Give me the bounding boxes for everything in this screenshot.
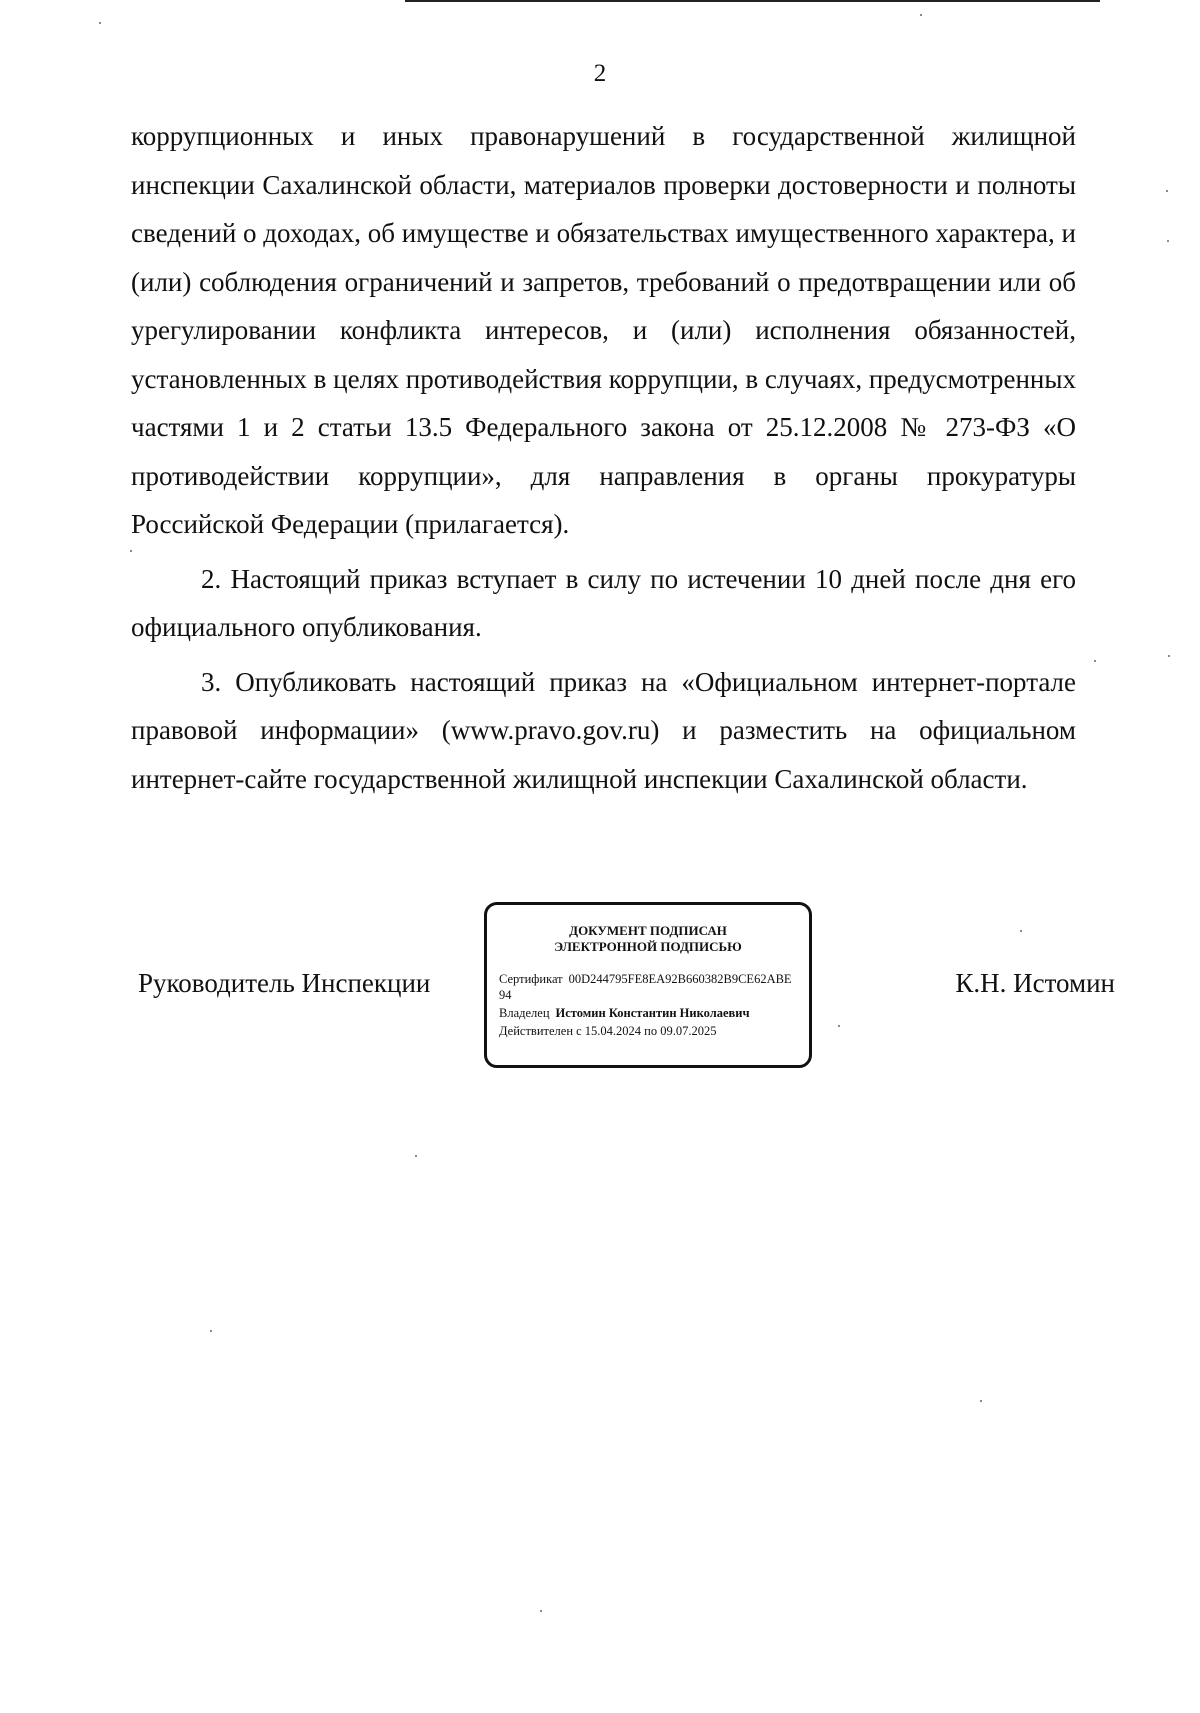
electronic-signature-stamp [484, 902, 812, 1068]
top-border-line [405, 0, 1100, 2]
stamp-cert-value: 00D244795FE8EA92B660382B9CE62ABE94 [499, 972, 792, 1002]
scan-speck [540, 1610, 542, 1612]
scan-speck [1168, 655, 1170, 657]
scan-speck [130, 550, 132, 552]
stamp-owner-label: Владелец [499, 1006, 550, 1020]
stamp-heading-line1: ДОКУМЕНТ ПОДПИСАН [569, 923, 727, 938]
scan-speck [920, 14, 922, 16]
stamp-owner-value: Истомин Константин Николаевич [555, 1006, 750, 1020]
paragraph-continuation: коррупционных и иных правонарушений в государственной жилищной инспекции Сахалинской области, материалов проверки достоверности и полноты сведений о доходах, об имуществе и обязательствах имущественного характера, и (или) соблюдения ограничений и запретов, требований о предотвращении или об урегулировании конфликта интересов, и (или) исполнения обязанностей, установленных в целях противодействия коррупции, в случаях, предусмотренных частями 1 и 2 статьи 13.5 Федерального закона от 25.12.2008 № 273-ФЗ «О противодействии коррупции», для направления в органы прокуратуры Российской Федерации (прилагается). [131, 121, 1077, 539]
paragraph-item-3: 3. Опубликовать настоящий приказ на «Официальном интернет-портале правовой информации» (www.pravo.gov.ru) и разместить на официальном интернет-сайте государственной жилищной инспекции Сахалинской области. [131, 666, 1076, 794]
scan-speck [1020, 930, 1022, 932]
scan-speck [1166, 190, 1168, 192]
stamp-cert-label: Сертификат [499, 972, 563, 986]
signer-name: К.Н. Истомин [955, 968, 1115, 998]
scan-speck [838, 1025, 840, 1027]
scan-speck [99, 22, 101, 24]
stamp-heading [499, 923, 797, 955]
signer-title: Руководитель Инспекции [138, 968, 431, 998]
scan-speck [415, 1155, 417, 1157]
stamp-owner [499, 1005, 797, 1021]
document-body [131, 112, 1076, 803]
stamp-heading-line2: ЭЛЕКТРОННОЙ ПОДПИСЬЮ [554, 939, 742, 954]
stamp-certificate [499, 971, 797, 1003]
scan-speck [1094, 660, 1096, 662]
scan-speck [1167, 240, 1169, 242]
scan-speck [980, 1400, 982, 1402]
stamp-validity: Действителен с 15.04.2024 по 09.07.2025 [499, 1024, 717, 1038]
paragraph-item-2: 2. Настоящий приказ вступает в силу по истечении 10 дней после дня его официального опубликования. [131, 563, 1076, 642]
scan-speck [210, 1330, 212, 1332]
page-number: 2 [593, 60, 607, 87]
